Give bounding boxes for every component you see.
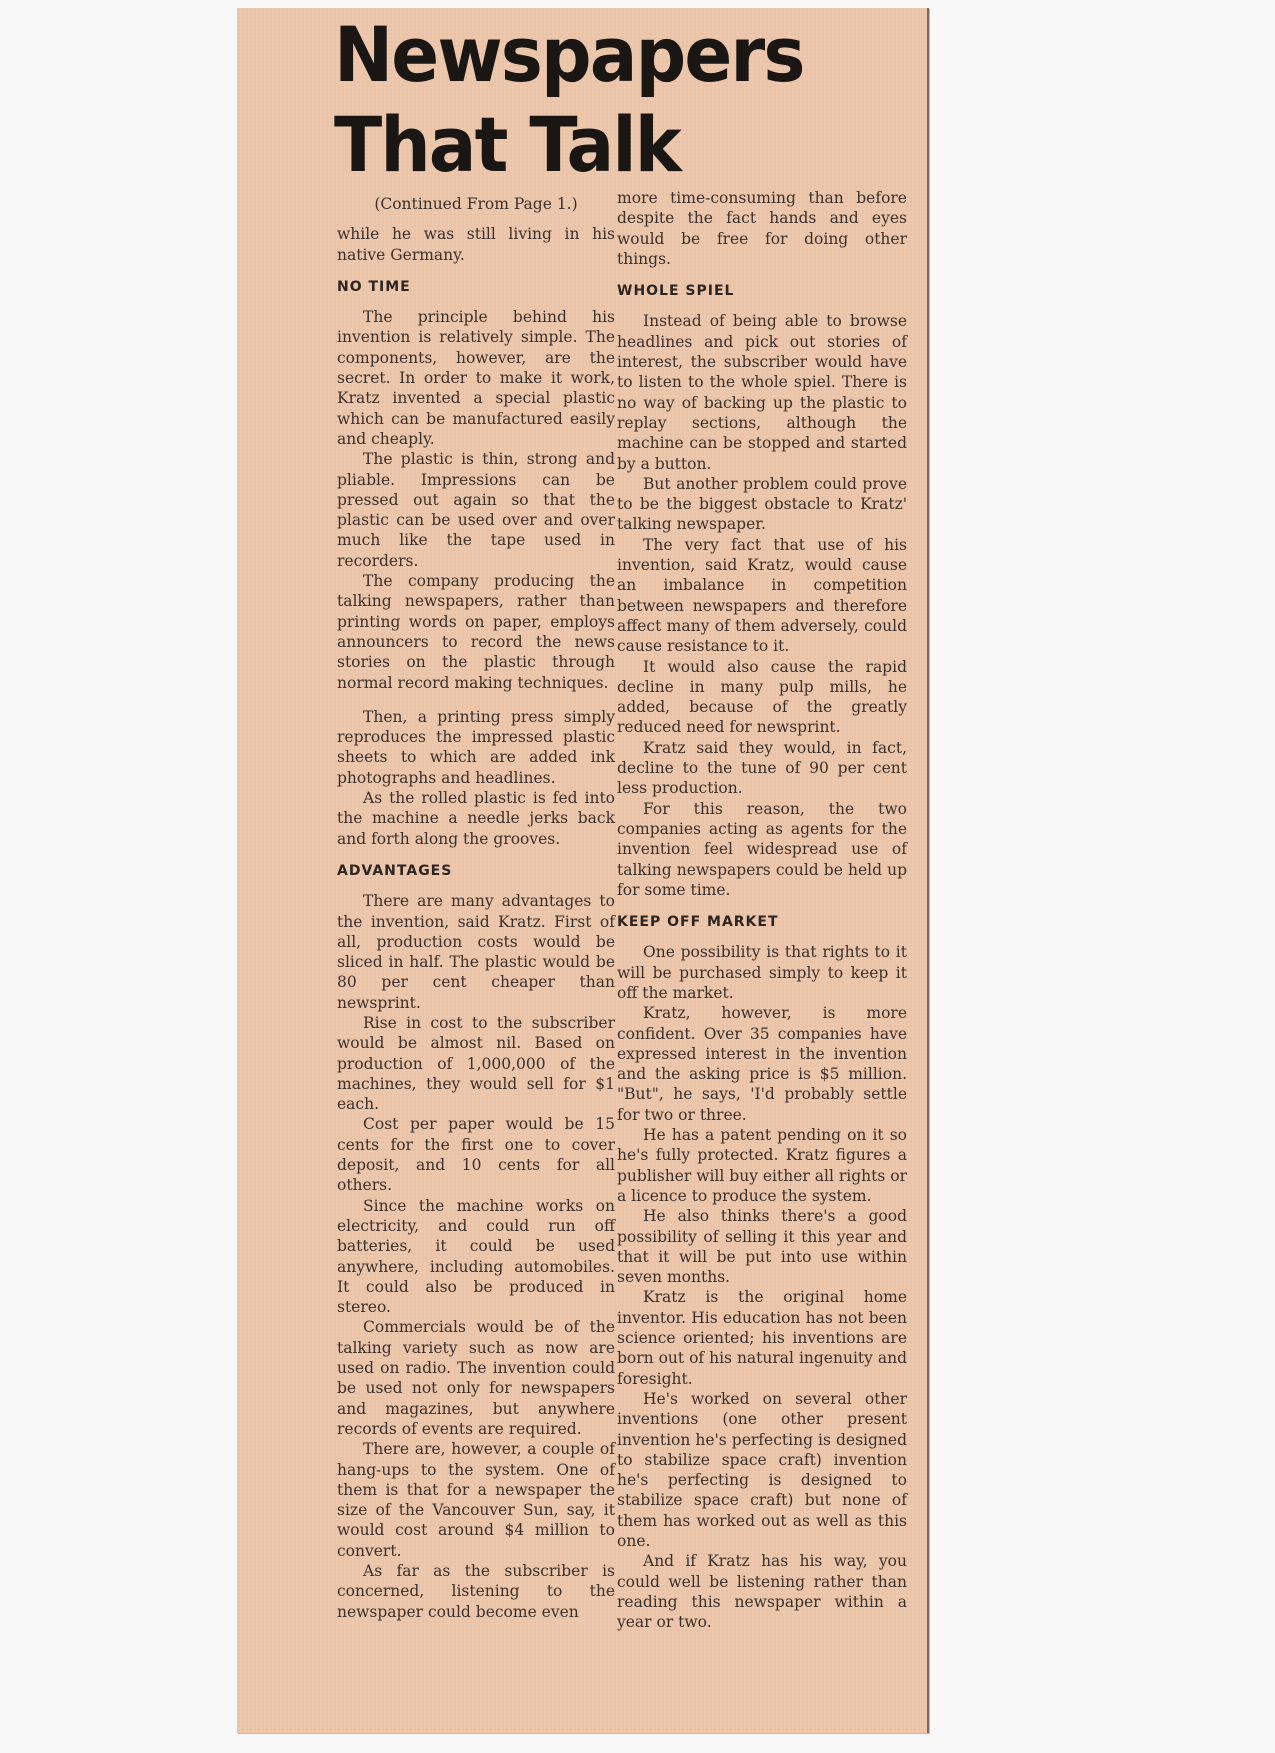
article-paragraph: He also thinks there's a good possibility of selling it this year and that it will be put into use within seven months. [617,1207,907,1287]
article-paragraph: He has a patent pending on it so he's fully protected. Kratz figures a publisher will buy either all rights or a licence to produce the system. [617,1126,907,1205]
article-paragraph: more time-consuming than before despite the fact hands and eyes would be free for doing other things. [617,189,907,268]
article-paragraph: Commercials would be of the talking variety such as now are used on radio. The invention could be used not only for newspapers and magazines, but anywhere records of events are required. [337,1318,615,1438]
article-paragraph: One possibility is that rights to it will be purchased simply to keep it off the market. [617,943,907,1002]
section-heading: WHOLE SPIEL [617,283,735,300]
article-paragraph: Rise in cost to the subscriber would be almost nil. Based on production of 1,000,000 of the machines, they would sell for $1 each. [337,1013,615,1114]
headline [334,10,818,190]
article-paragraph: As the rolled plastic is fed into the machine a needle jerks back and forth along the grooves. [337,789,615,848]
article-paragraph: Kratz said they would, in fact, decline to the tune of 90 per cent less production. [617,738,907,798]
newspaper-clipping [237,8,929,1733]
article-paragraph: The principle behind his invention is relatively simple. The components, however, are the secret. In order to make it work, Kratz invented a special plastic which can be manufactured easily and cheaply. [337,308,615,448]
article-paragraph: As far as the subscriber is concerned, listening to the newspaper could become even [337,1562,615,1621]
section-heading: ADVANTAGES [337,862,453,879]
left-column [337,194,615,1622]
article-paragraph: There are, however, a couple of hang-ups to the system. One of them is that for a newspaper the size of the Vancouver Sun, say, it would cost around $4 million to convert. [337,1440,615,1560]
article-paragraph: But another problem could prove to be the biggest obstacle to Kratz' talking newspaper. [617,474,907,534]
section-heading: KEEP OFF MARKET [617,914,779,931]
article-paragraph: Kratz is the original home inventor. His education has not been science oriented; his inventions are born out of his natural ingenuity and foresight. [617,1288,907,1388]
article-paragraph: He's worked on several other inventions (one other present invention he's perfecting is designed to stabilize space craft) invention he's perfecting is designed to stabilize space craft) but none of them has worked out as well as this one. [617,1389,907,1550]
article-paragraph: And if Kratz has his way, you could well be listening rather than reading this newspaper within a year or two. [617,1552,907,1632]
right-column [617,188,907,1632]
headline-line-2: That Talk [334,100,680,189]
article-paragraph: The plastic is thin, strong and pliable. Impressions can be pressed out again so that the plastic can be used over and over much like the tape used in recorders. [337,450,615,570]
article-paragraph: Then, a printing press simply reproduces the impressed plastic sheets to which are added ink photographs and headlines. [337,707,615,787]
article-paragraph: (Continued From Page 1.) [374,195,578,213]
article-paragraph: It would also cause the rapid decline in many pulp mills, he added, because of the greatly reduced need for newsprint. [617,657,907,737]
article-paragraph: The very fact that use of his invention, said Kratz, would cause an imbalance in competition between newspapers and therefore affect many of them adversely, could cause resistance to it. [617,535,907,656]
article-paragraph: Cost per paper would be 15 cents for the first one to cover deposit, and 10 cents for all others. [337,1115,615,1195]
article-paragraph: Since the machine works on electricity, and could run off batteries, it could be used anywhere, including automobiles. It could also be produced in stereo. [337,1196,615,1317]
article-paragraph: while he was still living in his native Germany. [337,225,615,264]
article-paragraph: There are many advantages to the invention, said Kratz. First of all, production costs would be sliced in half. The plastic would be 80 per cent cheaper than newsprint. [337,892,615,1012]
section-heading: NO TIME [337,278,411,295]
headline-line-1: Newspapers [334,10,804,99]
article-paragraph: The company producing the talking newspapers, rather than printing words on paper, employs announcers to record the news stories on the plastic through normal record making techniques. [337,572,615,692]
article-paragraph: Instead of being able to browse headlines and pick out stories of interest, the subscriber would have to listen to the whole spiel. There is no way of backing up the plastic to replay sections, although the machine can be stopped and started by a button. [617,312,907,473]
article-paragraph: Kratz, however, is more confident. Over 35 companies have expressed interest in the invention and the asking price is $5 million. "But", he says, 'I'd probably settle for two or three. [617,1004,907,1124]
article-paragraph: For this reason, the two companies acting as agents for the invention feel widespread use of talking newspapers could be held up for some time. [617,799,907,899]
